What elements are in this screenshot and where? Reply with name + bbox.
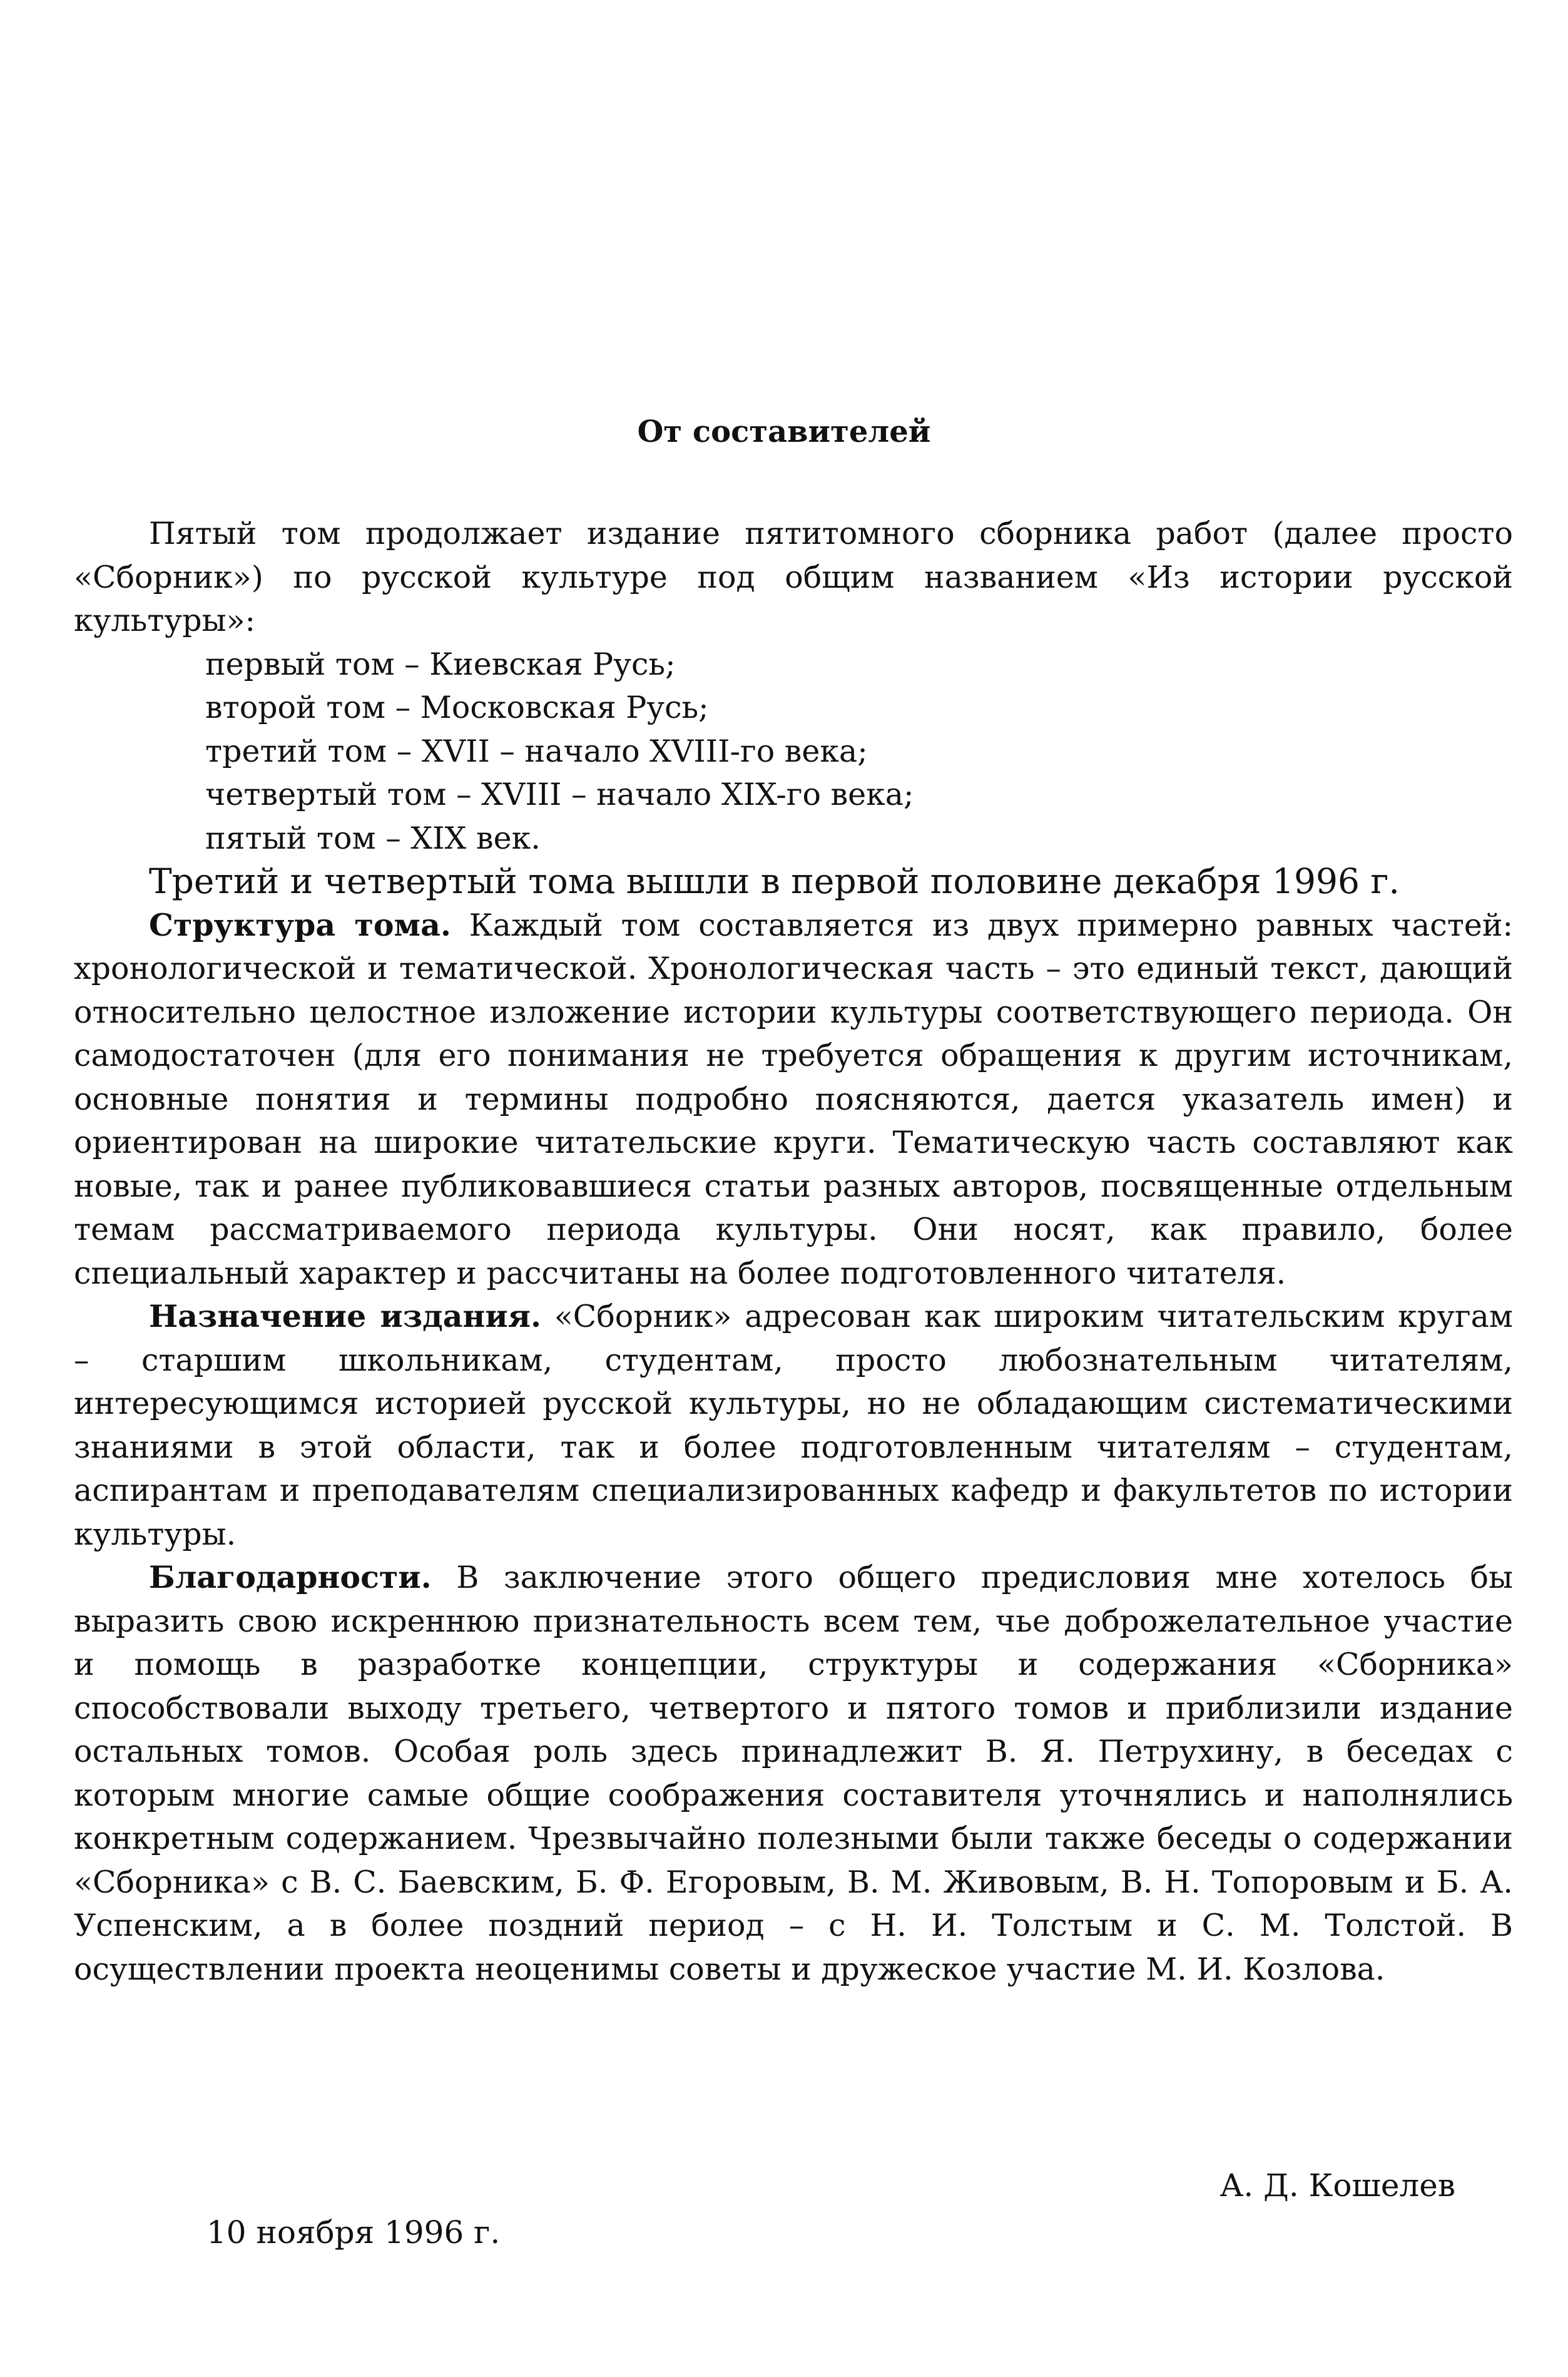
list-item: пятый том – XIX век. [205, 820, 541, 856]
structure-paragraph [74, 904, 1513, 1296]
purpose-text: «Сборник» адресован как широким читательским кругам – старшим школьникам, студентам, просто любознательным читателям, интересующимся историей русской культуры, но не обладающим систематическими знаниями в этой области, так и более подготовленным читателям – студентам, аспирантам и преподавателям специализированных кафедр и факультетов по истории культуры. [74, 1299, 1513, 1552]
purpose-lead: Назначение издания. [149, 1298, 542, 1334]
list-item: первый том – Киевская Русь; [205, 646, 676, 682]
structure-lead: Структура тома. [149, 906, 451, 943]
thanks-lead: Благодарности. [149, 1559, 432, 1595]
thanks-text: В заключение этого общего предисловия мне хотелось бы выразить свою искреннюю признательность всем тем, чье доброжелательное участие и помощь в разработке концепции, структуры и содержания «Сборника» способствовали выходу третьего, четвертого и пятого томов и приблизили издание остальных томов. Особая роль здесь принадлежит В. Я. Петрухину, в беседах с которым многие самые общие соображения составителя уточнялись и наполнялись конкретным содержанием. Чрезвычайно полезными были также беседы о содержании «Сборника» с В. С. Баевским, Б. Ф. Егоровым, В. М. Живовым, В. Н. Топоровым и Б. А. Успенским, а в более поздний период – с Н. И. Толстым и С. М. Толстой. В осуществлении проекта неоценимы советы и дружеское участие М. И. Козлова. [74, 1560, 1513, 1987]
list-item: третий том – XVII – начало XVIII-го века; [205, 733, 868, 769]
author-signature: А. Д. Кошелев [1219, 2167, 1455, 2204]
thanks-paragraph [74, 1556, 1513, 1991]
page-title: От составителей [637, 414, 931, 449]
list-item: второй том – Московская Русь; [205, 690, 709, 725]
purpose-paragraph [74, 1295, 1513, 1556]
volumes-list [74, 643, 1513, 861]
list-item: четвертый том – XVIII – начало XIX-го века; [205, 777, 914, 812]
release-note: Третий и четвертый тома вышли в первой половине декабря 1996 г. [149, 861, 1400, 901]
document-date: 10 ноября 1996 г. [206, 2214, 501, 2251]
intro-paragraph: Пятый том продолжает издание пятитомного сборника работ (далее просто «Сборник») по русской культуре под общим названием «Из истории русской культуры»: [74, 516, 1513, 638]
structure-text: Каждый том составляется из двух примерно равных частей: хронологической и тематической. Хронологическая часть – это единый текст, дающий относительно целостное изложение истории культуры соответствующего периода. Он самодостаточен (для его понимания не требуется обращения к другим источникам, основные понятия и термины подробно поясняются, дается указатель имен) и ориентирован на широкие читательские круги. Тематическую часть составляют как новые, так и ранее публиковавшиеся статьи разных авторов, посвященные отдельным темам рассматриваемого периода культуры. Они носят, как правило, более специальный характер и рассчитаны на более подготовленного читателя. [74, 907, 1513, 1291]
body-text [74, 512, 1513, 1991]
